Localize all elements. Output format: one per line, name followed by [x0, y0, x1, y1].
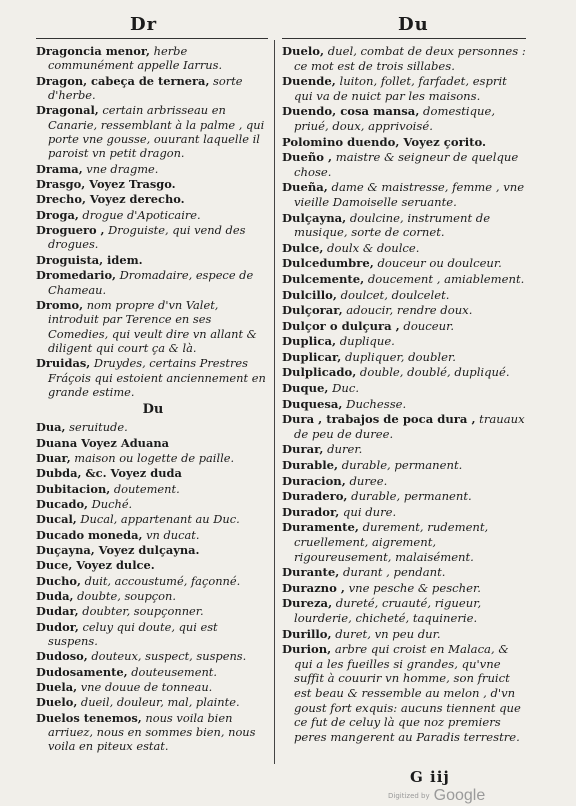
watermark-small: Digitized by: [388, 792, 430, 800]
entry-headword: Ducado,: [36, 496, 89, 511]
dictionary-entry: [282, 319, 526, 334]
entry-definition: doutement.: [110, 481, 180, 496]
header-rule-left: [36, 38, 268, 39]
entry-definition: domestique, priué, doux, apprivoisé.: [294, 104, 496, 133]
running-head-left: Dr: [130, 14, 158, 35]
entry-headword: Duque,: [282, 381, 329, 396]
running-head-right: Du: [398, 14, 429, 35]
digitized-watermark: [388, 788, 506, 804]
dictionary-entry: [36, 44, 270, 73]
dictionary-entry: [282, 489, 526, 504]
entry-definition: drogue d'Apoticaire.: [78, 207, 201, 222]
header-rule-right: [282, 38, 526, 39]
entry-headword: Ducado moneda,: [36, 527, 143, 542]
entry-headword: Dulçorar,: [282, 303, 343, 318]
entry-definition: maison ou logette de paille.: [70, 450, 235, 465]
entry-headword: Durar,: [282, 442, 324, 457]
entry-headword: Dragonal,: [36, 103, 99, 118]
entry-definition: doubter, soupçonner.: [78, 604, 204, 619]
section-heading: Du: [142, 402, 164, 418]
entry-definition: adoucir, rendre doux.: [342, 303, 473, 318]
dictionary-entry: [36, 420, 270, 434]
dictionary-entry: [36, 298, 270, 355]
entry-definition: doucement , amiablement.: [364, 271, 525, 286]
entry-definition: Dromadaire, espece de Chameau.: [48, 268, 254, 297]
entry-definition: Druydes, certains Prestres Fráçois qui estoient anciennement en grande estime.: [48, 356, 266, 399]
entry-headword: Durazno ,: [282, 580, 345, 595]
dictionary-entry: [36, 497, 270, 511]
entry-definition: Duchesse.: [342, 396, 407, 411]
entry-headword: Dromo,: [36, 297, 84, 312]
entry-headword: Duelo,: [282, 44, 325, 58]
dictionary-entry: [282, 397, 526, 412]
left-column: [36, 44, 270, 755]
entry-headword: Dulcedumbre,: [282, 256, 374, 271]
entry-headword: Duelo,: [36, 695, 78, 710]
entry-headword: Duelos tenemos,: [36, 710, 142, 725]
dictionary-entry: [36, 253, 270, 267]
dictionary-entry: [36, 620, 270, 649]
dictionary-entry: [36, 451, 270, 465]
entry-definition: sorte d'herbe.: [48, 73, 243, 103]
dictionary-entry: [282, 505, 526, 520]
entry-definition: duel, combat de deux personnes : ce mot est de trois sillabes.: [294, 44, 526, 73]
dictionary-entry: [282, 241, 526, 256]
entry-definition: qui dure.: [339, 504, 397, 519]
entry-headword: Durillo,: [282, 626, 332, 641]
entry-headword: Drecho, Voyez derecho.: [36, 192, 185, 207]
entry-definition: duplique.: [336, 334, 395, 349]
entry-headword: Polomino duendo, Voyez çorito.: [282, 134, 487, 149]
page-signature: G iij: [410, 768, 450, 786]
entry-definition: vn ducat.: [142, 527, 200, 542]
entry-definition: douceur ou doulceur.: [373, 256, 502, 271]
entry-definition: certain arbrisseau en Canarie, ressemblant à la palme , qui porte vne gousse, ouurant laquelle il paroist vn petit dragon.: [48, 103, 265, 161]
dictionary-entry: [282, 334, 526, 349]
entry-headword: Dragon, cabeça de ternera,: [36, 73, 210, 88]
entry-definition: doulx & doulce.: [323, 240, 420, 255]
entry-headword: Duendo, cosa mansa,: [282, 104, 420, 119]
dictionary-entry: [282, 150, 526, 179]
dictionary-entry: [36, 649, 270, 663]
dictionary-entry: [36, 103, 270, 160]
entry-headword: Duracion,: [282, 473, 346, 488]
entry-headword: Durador,: [282, 504, 340, 519]
entry-definition: durement, rudement, cruellement, aigrement, rigoureusement, malaisément.: [294, 520, 489, 564]
entry-headword: Ducal,: [36, 512, 77, 527]
entry-headword: Droguista, idem.: [36, 252, 143, 267]
dictionary-entry: [36, 711, 270, 754]
dictionary-entry: [36, 574, 270, 588]
dictionary-entry: [36, 74, 270, 103]
entry-definition: Duc.: [328, 381, 360, 396]
entry-headword: Duquesa,: [282, 396, 343, 411]
entry-definition: douteux, suspect, suspens.: [87, 649, 247, 664]
dictionary-entry: [36, 665, 270, 679]
entry-headword: Durion,: [282, 642, 332, 657]
entry-definition: doubte, soupçon.: [73, 589, 176, 604]
dictionary-entry: [36, 466, 270, 480]
dictionary-entry: [282, 565, 526, 580]
entry-definition: arbre qui croist en Malaca, & qui a les fueilles si grandes, qu'vne suffit à couurir vn homme, son fruict est beau & ressemble au melon , d'vn goust fort exquis: aucuns tiennent que ce fut de celuy là que noz premiers peres mangerent au Paradis terrestre.: [294, 642, 521, 744]
entry-definition: trauaux de peu de duree.: [294, 412, 525, 441]
entry-headword: Dueña,: [282, 180, 328, 195]
column-divider: [274, 40, 275, 764]
entry-definition: nom propre d'vn Valet, introduit par Terence en ses Comedies, qui veult dire vn allant & diligent qui court ça & là.: [48, 297, 257, 355]
dictionary-entry: [282, 458, 526, 473]
entry-headword: Duplicar,: [282, 349, 342, 364]
entry-headword: Duende,: [282, 74, 336, 89]
dictionary-entry: [282, 74, 526, 103]
dictionary-entry: [282, 365, 526, 380]
entry-definition: duit, accoustumé, façonné.: [80, 573, 241, 588]
entry-headword: Dua,: [36, 420, 66, 435]
entry-headword: Droguero ,: [36, 223, 105, 238]
dictionary-entry: [36, 680, 270, 694]
entry-definition: durable, permanent.: [338, 458, 463, 473]
dictionary-entry: [36, 162, 270, 176]
entry-headword: Dura , trabajos de poca dura ,: [282, 412, 476, 427]
entry-headword: Dudar,: [36, 604, 79, 619]
dictionary-entry: [282, 520, 526, 564]
entry-definition: dureté, cruauté, rigueur, lourderie, chicheté, taquinerie.: [294, 596, 482, 625]
entry-headword: Dudoso,: [36, 649, 88, 664]
entry-headword: Dulce,: [282, 240, 324, 255]
entry-headword: Duda,: [36, 589, 74, 604]
entry-definition: doulcet, doulcelet.: [336, 287, 450, 302]
entry-definition: durer.: [323, 442, 363, 457]
dictionary-entry: [36, 436, 270, 450]
entry-definition: maistre & seigneur de quelque chose.: [294, 150, 519, 179]
entry-headword: Durante,: [282, 565, 340, 580]
entry-definition: duret, vn peu dur.: [331, 626, 441, 641]
entry-headword: Druidas,: [36, 356, 91, 371]
dictionary-entry: [282, 596, 526, 625]
dictionary-entry: [282, 442, 526, 457]
entry-headword: Durable,: [282, 458, 339, 473]
entry-definition: Duché.: [88, 496, 133, 511]
dictionary-entry: [36, 356, 270, 399]
dictionary-entry: [36, 528, 270, 542]
entry-headword: Dulçor o dulçura ,: [282, 318, 400, 333]
entry-definition: Droguiste, qui vend des drogues.: [48, 223, 246, 252]
dictionary-entry: [36, 192, 270, 206]
entry-definition: dueil, douleur, mal, plainte.: [77, 695, 240, 710]
dictionary-entry: [36, 695, 270, 709]
entry-headword: Dubitacion,: [36, 481, 111, 496]
entry-headword: Ducho,: [36, 573, 81, 588]
entry-headword: Duana Voyez Aduana: [36, 435, 169, 450]
entry-headword: Droga,: [36, 207, 79, 222]
entry-headword: Duramente,: [282, 520, 359, 535]
entry-definition: duree.: [345, 473, 388, 488]
dictionary-entry: [282, 288, 526, 303]
dictionary-entry: [36, 512, 270, 526]
dictionary-entry: [36, 208, 270, 222]
entry-definition: herbe communément appelle Iarrus.: [48, 44, 223, 73]
entry-definition: vne pesche & pescher.: [344, 580, 481, 595]
entry-definition: douceur.: [399, 318, 455, 333]
entry-headword: Duar,: [36, 450, 71, 465]
entry-headword: Dulcemente,: [282, 271, 365, 286]
dictionary-entry: [36, 482, 270, 496]
watermark-logo: Google: [433, 787, 486, 804]
entry-definition: dame & maistresse, femme , vne vieille Damoiselle seruante.: [294, 180, 525, 209]
dictionary-entry: [282, 303, 526, 318]
dictionary-entry: [36, 558, 270, 572]
dictionary-entry: [282, 272, 526, 287]
entry-definition: vne dragme.: [82, 161, 159, 176]
entry-definition: luiton, follet, farfadet, esprit qui va de nuict par les maisons.: [294, 74, 507, 103]
entry-headword: Dromedario,: [36, 268, 117, 283]
entry-headword: Dulçayna,: [282, 210, 347, 225]
entry-headword: Dulplicado,: [282, 365, 357, 380]
dictionary-entry: [36, 604, 270, 618]
dictionary-entry: [282, 350, 526, 365]
entry-headword: Dueño ,: [282, 150, 333, 165]
entry-headword: Dudosamente,: [36, 664, 128, 679]
entry-headword: Dulcillo,: [282, 287, 337, 302]
entry-headword: Duela,: [36, 680, 78, 695]
entry-headword: Drama,: [36, 161, 83, 176]
entry-headword: Dubda, &c. Voyez duda: [36, 466, 182, 481]
entry-definition: celuy qui doute, qui est suspens.: [48, 619, 218, 649]
dictionary-entry: [282, 180, 526, 209]
entry-headword: Duçayna, Voyez dulçayna.: [36, 543, 200, 557]
dictionary-entry: [36, 543, 270, 557]
dictionary-entry: [36, 177, 270, 191]
dictionary-entry: [36, 223, 270, 252]
dictionary-entry: [36, 268, 270, 297]
entry-definition: doulcine, instrument de musique, sorte de cornet.: [294, 210, 491, 240]
dictionary-entry: [282, 627, 526, 642]
entry-definition: durant , pendant.: [339, 565, 446, 580]
entry-headword: Drasgo, Voyez Trasgo.: [36, 177, 176, 192]
entry-definition: seruitude.: [65, 420, 128, 435]
dictionary-entry: [282, 211, 526, 240]
entry-headword: Dragoncia menor,: [36, 44, 151, 58]
entry-definition: douteusement.: [127, 664, 218, 679]
entry-headword: Duce, Voyez dulce.: [36, 558, 155, 573]
entry-headword: Dudor,: [36, 619, 79, 634]
entry-definition: double, doublé, dupliqué.: [356, 365, 510, 380]
entry-headword: Duplica,: [282, 334, 337, 349]
dictionary-entry: [282, 642, 526, 744]
entry-definition: Ducal, appartenant au Duc.: [76, 512, 240, 527]
right-column: [282, 44, 526, 745]
entry-definition: nous voila bien arriuez, nous en sommes bien, nous voila en piteux estat.: [48, 710, 256, 754]
dictionary-entry: [282, 104, 526, 133]
entry-headword: Duradero,: [282, 489, 348, 504]
dictionary-entry: [282, 135, 526, 150]
dictionary-entry: [282, 581, 526, 596]
dictionary-entry: [282, 381, 526, 396]
dictionary-entry: [282, 412, 526, 441]
dictionary-entry: [282, 256, 526, 271]
entry-definition: vne douue de tonneau.: [77, 680, 213, 695]
entry-definition: dupliquer, doubler.: [341, 349, 456, 364]
entry-headword: Dureza,: [282, 596, 333, 611]
entry-definition: durable, permanent.: [347, 489, 472, 504]
dictionary-entry: [282, 474, 526, 489]
dictionary-entry: [36, 589, 270, 603]
dictionary-entry: [282, 44, 526, 73]
